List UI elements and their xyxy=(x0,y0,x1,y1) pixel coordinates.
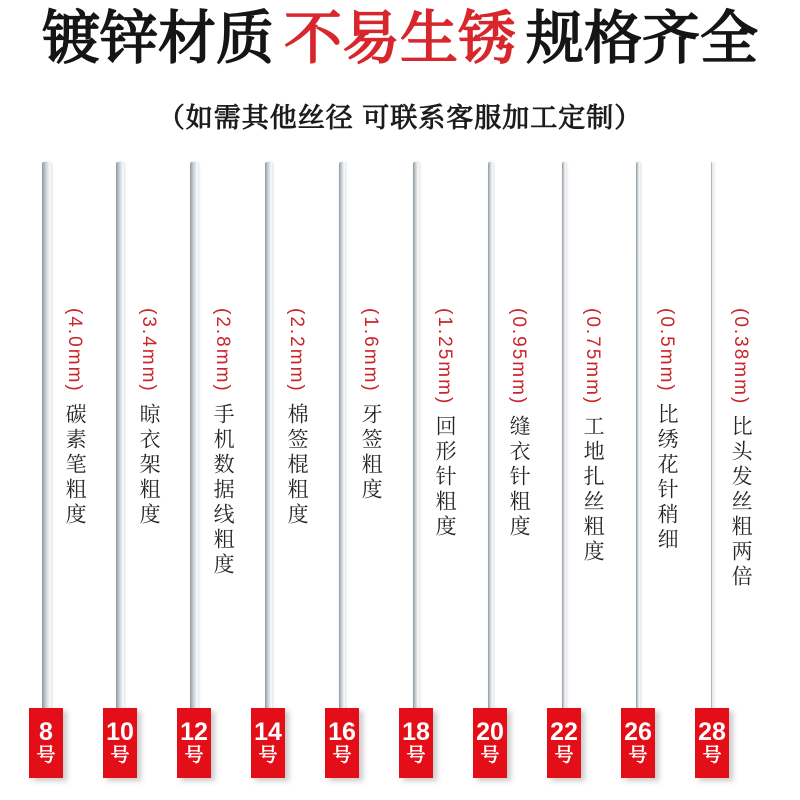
gauge-number: 8 xyxy=(39,717,53,746)
wire-label-16 xyxy=(358,308,382,503)
gauge-badge-14 xyxy=(251,708,285,778)
diameter-label: (1.6mm) xyxy=(360,308,382,393)
gauge-badge-20 xyxy=(473,708,507,778)
description-label: 比头发丝粗两倍 xyxy=(729,415,753,591)
wire-rod-8 xyxy=(42,162,51,712)
gauge-unit: 号 xyxy=(480,744,500,766)
diameter-label: (2.8mm) xyxy=(212,308,234,393)
description-label: 回形针粗度 xyxy=(433,415,457,541)
wire-rod-16 xyxy=(339,162,345,712)
gauge-unit: 号 xyxy=(702,744,722,766)
wire-rod-28 xyxy=(711,162,714,712)
wire-label-26 xyxy=(654,308,678,553)
wire-rod-26 xyxy=(636,162,640,712)
gauge-unit: 号 xyxy=(332,744,352,766)
diameter-label: (1.25mm) xyxy=(434,308,456,406)
wire-rod-10 xyxy=(116,162,124,712)
gauge-unit: 号 xyxy=(554,744,574,766)
diameter-label: (0.5mm) xyxy=(656,308,678,393)
gauge-number: 14 xyxy=(254,717,282,746)
subtitle-custom-note: （如需其他丝径 可联系客服加工定制） xyxy=(157,103,643,133)
title-highlight: 不易生锈 xyxy=(283,6,516,71)
gauge-unit: 号 xyxy=(258,744,278,766)
wire-label-10 xyxy=(136,308,160,528)
diameter-label: (0.95mm) xyxy=(508,308,530,406)
description-label: 碳素笔粗度 xyxy=(63,402,87,528)
wire-label-12 xyxy=(210,308,234,578)
gauge-badge-12 xyxy=(177,708,211,778)
wire-label-18 xyxy=(432,308,456,540)
gauge-number: 16 xyxy=(328,717,356,746)
gauge-unit: 号 xyxy=(184,744,204,766)
description-label: 晾衣架粗度 xyxy=(137,402,161,528)
description-label: 工地扎丝粗度 xyxy=(581,415,605,566)
title-specs: 规格齐全 xyxy=(526,6,759,71)
diameter-label: (2.2mm) xyxy=(286,308,308,393)
gauge-number: 22 xyxy=(550,717,578,746)
wire-rod-14 xyxy=(265,162,272,712)
gauge-badge-16 xyxy=(325,708,359,778)
wire-rod-20 xyxy=(488,162,493,712)
description-label: 比绣花针稍细 xyxy=(655,402,679,553)
diameter-label: (4.0mm) xyxy=(64,308,86,393)
description-label: 棉签棍粗度 xyxy=(285,402,309,528)
gauge-badge-26 xyxy=(621,708,655,778)
gauge-number: 20 xyxy=(476,717,504,746)
wire-label-14 xyxy=(284,308,308,528)
wire-label-8 xyxy=(62,308,86,528)
gauge-unit: 号 xyxy=(406,744,426,766)
wire-rod-22 xyxy=(562,162,567,712)
diameter-label: (3.4mm) xyxy=(138,308,160,393)
gauge-number: 28 xyxy=(698,717,726,746)
gauge-number: 18 xyxy=(402,717,430,746)
gauge-number: 12 xyxy=(180,717,208,746)
gauge-unit: 号 xyxy=(36,744,56,766)
gauge-number: 10 xyxy=(106,717,134,746)
gauge-badge-10 xyxy=(103,708,137,778)
description-label: 手机数据线粗度 xyxy=(211,402,235,578)
wire-rod-12 xyxy=(190,162,198,712)
gauge-badge-18 xyxy=(399,708,433,778)
description-label: 缝衣针粗度 xyxy=(507,415,531,541)
diameter-label: (0.75mm) xyxy=(582,308,604,406)
wire-rod-18 xyxy=(413,162,419,712)
description-label: 牙签粗度 xyxy=(359,402,383,503)
wire-label-20 xyxy=(506,308,530,540)
title-material: 镀锌材质 xyxy=(41,6,274,71)
gauge-badge-22 xyxy=(547,708,581,778)
gauge-badge-28 xyxy=(695,708,729,778)
diameter-label: (0.38mm) xyxy=(730,308,752,406)
gauge-unit: 号 xyxy=(110,744,130,766)
gauge-number: 26 xyxy=(624,717,652,746)
wire-label-22 xyxy=(580,308,604,565)
gauge-unit: 号 xyxy=(628,744,648,766)
gauge-badge-8 xyxy=(29,708,63,778)
wire-label-28 xyxy=(728,308,752,590)
